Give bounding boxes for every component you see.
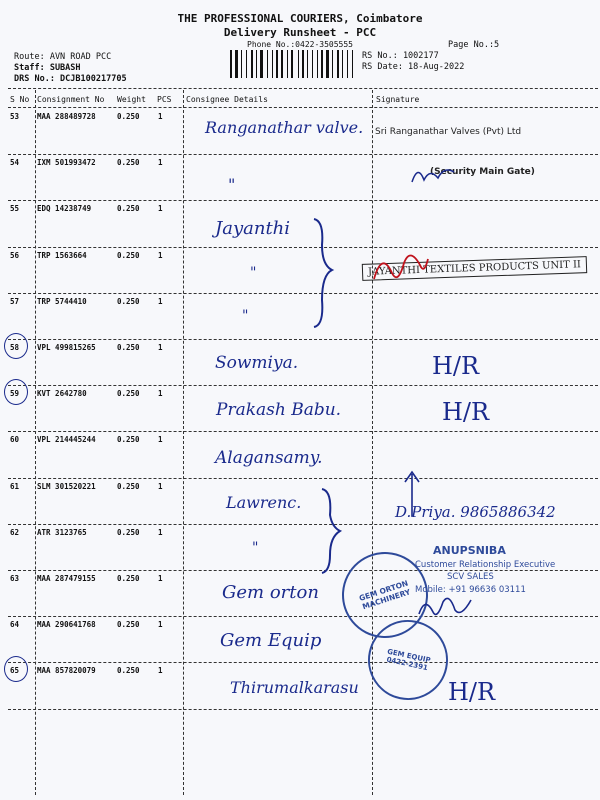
handwritten-consignee: "	[228, 175, 236, 194]
seal-text: GEM ORTON MACHINERY	[357, 578, 412, 612]
handwritten-consignee: Gem Equip	[220, 630, 322, 651]
row-sno: 65	[10, 666, 20, 676]
barcode-bar	[321, 50, 323, 78]
row-pcs: 1	[158, 204, 163, 214]
brace-mark	[318, 485, 348, 575]
row-pcs: 1	[158, 158, 163, 168]
row-consignment: TRP 5744410	[37, 296, 87, 306]
row-sno: 62	[10, 527, 20, 537]
row-pcs: 1	[158, 574, 163, 583]
table-row	[0, 154, 600, 200]
row-consignment: SLM 301520221	[37, 481, 96, 491]
barcode-bar	[258, 50, 259, 78]
row-pcs: 1	[158, 435, 163, 445]
stamp-title: Customer Relationship Executive	[415, 560, 556, 570]
circled-mark	[4, 379, 28, 405]
col-sno: S No	[10, 95, 30, 104]
row-weight: 0.250	[117, 204, 140, 214]
barcode-bar	[349, 50, 351, 78]
barcode-bar	[300, 50, 301, 78]
barcode-bar	[272, 50, 273, 78]
row-consignment: EDQ 14238749	[37, 204, 92, 214]
barcode-bar	[314, 50, 316, 78]
row-sno: 58	[10, 343, 20, 352]
barcode-bar	[254, 50, 255, 78]
row-pcs: 1	[158, 666, 163, 676]
barcode-bar	[274, 50, 275, 78]
barcode-bar	[247, 50, 250, 78]
hand-received-mark: H/R	[442, 398, 490, 426]
col-consignment: Consignment No	[37, 95, 105, 104]
row-pcs: 1	[158, 527, 163, 537]
barcode-bar	[317, 50, 318, 78]
row-sno: 61	[10, 481, 20, 491]
handwritten-consignee: "	[252, 540, 259, 556]
handwritten-consignee: Thirumalkarasu	[230, 678, 359, 697]
barcode-bar	[307, 50, 308, 78]
row-sno: 63	[10, 574, 20, 583]
row-weight: 0.250	[117, 296, 140, 306]
barcode-bar	[337, 50, 339, 78]
table-row	[0, 339, 600, 385]
circled-mark	[4, 333, 28, 359]
row-consignment: MAA 287479155	[37, 574, 96, 583]
stamp-name: ANUPSNIBA	[433, 544, 506, 557]
col-signature: Signature	[376, 95, 420, 104]
barcode-bar	[344, 50, 347, 78]
barcode-bar	[305, 50, 306, 78]
row-consignment: VPL 499815265	[37, 343, 96, 352]
stamp-sales: SCV SALES	[447, 572, 494, 582]
textile-stamp: JAYANTHI TEXTILES PRODUCTS UNIT II	[362, 256, 587, 281]
barcode-bar	[239, 50, 240, 78]
col-pcs: PCS	[157, 95, 172, 104]
stamp-mobile: Mobile: +91 96636 03111	[415, 585, 526, 595]
handwritten-consignee: Prakash Babu.	[216, 400, 342, 420]
row-weight: 0.250	[117, 158, 140, 168]
row-pcs: 1	[158, 620, 163, 630]
red-signature	[370, 245, 430, 285]
barcode-bar	[342, 50, 343, 78]
table-row	[0, 293, 600, 339]
barcode-bar	[281, 50, 283, 78]
barcode-bar	[251, 50, 253, 78]
row-consignment: TRP 1563664	[37, 250, 87, 260]
row-weight: 0.250	[117, 435, 140, 445]
handwritten-consignee: Ranganathar valve.	[205, 118, 364, 137]
route: Route: AVN ROAD PCC	[14, 52, 112, 62]
row-pcs: 1	[158, 343, 163, 352]
signature-scribble	[415, 590, 475, 622]
row-sno: 60	[10, 435, 20, 445]
row-weight: 0.250	[117, 574, 140, 583]
barcode-bar	[233, 50, 234, 78]
row-consignment: VPL 214445244	[37, 435, 96, 445]
phone-number: Phone No.:0422-3505555	[247, 40, 353, 49]
barcode	[230, 50, 355, 78]
barcode-bar	[269, 50, 271, 78]
barcode-bar	[256, 50, 257, 78]
barcode-bar	[352, 50, 353, 78]
barcode-bar	[260, 50, 263, 78]
handwritten-consignee: Sowmiya.	[215, 353, 299, 373]
barcode-bar	[284, 50, 286, 78]
row-sno: 55	[10, 204, 20, 214]
handwritten-consignee: Lawrenc.	[226, 493, 302, 512]
row-pcs: 1	[158, 250, 163, 260]
company-seal-text: Sri Ranganathar Valves (Pvt) Ltd	[375, 127, 522, 137]
row-pcs: 1	[158, 481, 163, 491]
brace-mark	[310, 215, 340, 330]
barcode-bar	[243, 50, 245, 78]
barcode-bar	[230, 50, 232, 78]
drs-number: DRS No.: DCJB100217705	[14, 74, 127, 84]
row-weight: 0.250	[117, 481, 140, 491]
document-title: Delivery Runsheet - PCC	[223, 26, 377, 39]
barcode-bar	[324, 50, 325, 78]
row-pcs: 1	[158, 296, 163, 306]
handwritten-consignee: Gem orton	[222, 582, 319, 603]
row-consignment: KVT 2642780	[37, 389, 87, 399]
barcode-bar	[340, 50, 341, 78]
barcode-bar	[298, 50, 299, 78]
col-weight: Weight	[117, 95, 146, 104]
receiver-name-phone: D.Priya. 9865886342	[395, 503, 556, 521]
row-sno: 56	[10, 250, 20, 260]
barcode-bar	[276, 50, 279, 78]
row-weight: 0.250	[117, 527, 140, 537]
handwritten-consignee: Jayanthi	[215, 218, 291, 239]
barcode-bar	[279, 50, 280, 78]
row-consignment: IXM 501993472	[37, 158, 96, 168]
barcode-bar	[347, 50, 348, 78]
barcode-bar	[267, 50, 268, 78]
col-details: Consignee Details	[186, 95, 268, 104]
row-pcs: 1	[158, 389, 163, 399]
row-sno: 53	[10, 112, 20, 121]
hand-received-mark: H/R	[448, 678, 496, 706]
barcode-bar	[264, 50, 266, 78]
row-sno: 59	[10, 389, 20, 399]
row-sno: 54	[10, 158, 20, 168]
row-consignment: MAA 288489728	[37, 112, 96, 121]
staff: Staff: SUBASH	[14, 63, 81, 73]
handwritten-consignee: "	[250, 265, 257, 281]
row-pcs: 1	[158, 112, 163, 121]
table-row	[0, 200, 600, 246]
barcode-bar	[294, 50, 297, 78]
row-sno: 57	[10, 296, 20, 306]
barcode-bar	[330, 50, 331, 78]
barcode-bar	[326, 50, 329, 78]
barcode-bar	[246, 50, 247, 78]
seal-text: GEM EQUIP 0422-2391	[385, 647, 432, 673]
header-top-rule	[8, 88, 598, 89]
barcode-bar	[241, 50, 242, 78]
barcode-bar	[334, 50, 336, 78]
row-weight: 0.250	[117, 112, 140, 121]
row-weight: 0.250	[117, 250, 140, 260]
row-consignment: ATR 3123765	[37, 527, 87, 537]
company-name: THE PROFESSIONAL COURIERS, Coimbatore	[177, 12, 423, 25]
row-consignment: MAA 857820079	[37, 666, 96, 676]
row-weight: 0.250	[117, 666, 140, 676]
barcode-bar	[312, 50, 313, 78]
barcode-bar	[287, 50, 288, 78]
row-weight: 0.250	[117, 389, 140, 399]
handwritten-consignee: "	[242, 308, 249, 324]
row-weight: 0.250	[117, 620, 140, 630]
handwritten-consignee: Alagansamy.	[215, 448, 323, 468]
barcode-bar	[235, 50, 238, 78]
hand-received-mark: H/R	[432, 352, 480, 380]
barcode-bar	[289, 50, 290, 78]
row-rule	[8, 709, 598, 710]
security-gate-stamp: (Security Main Gate)	[430, 167, 535, 177]
barcode-bar	[319, 50, 320, 78]
page-number: Page No.:5	[448, 40, 500, 50]
rs-date: RS Date: 18-Aug-2022	[362, 62, 465, 72]
barcode-bar	[309, 50, 312, 78]
barcode-bar	[302, 50, 304, 78]
signature-scribble	[408, 160, 458, 190]
barcode-bar	[354, 50, 355, 78]
row-weight: 0.250	[117, 343, 140, 352]
rs-number: RS No.: 1002177	[362, 51, 439, 61]
barcode-bar	[332, 50, 333, 78]
barcode-bar	[291, 50, 293, 78]
row-sno: 64	[10, 620, 20, 630]
row-consignment: MAA 290641768	[37, 620, 96, 630]
